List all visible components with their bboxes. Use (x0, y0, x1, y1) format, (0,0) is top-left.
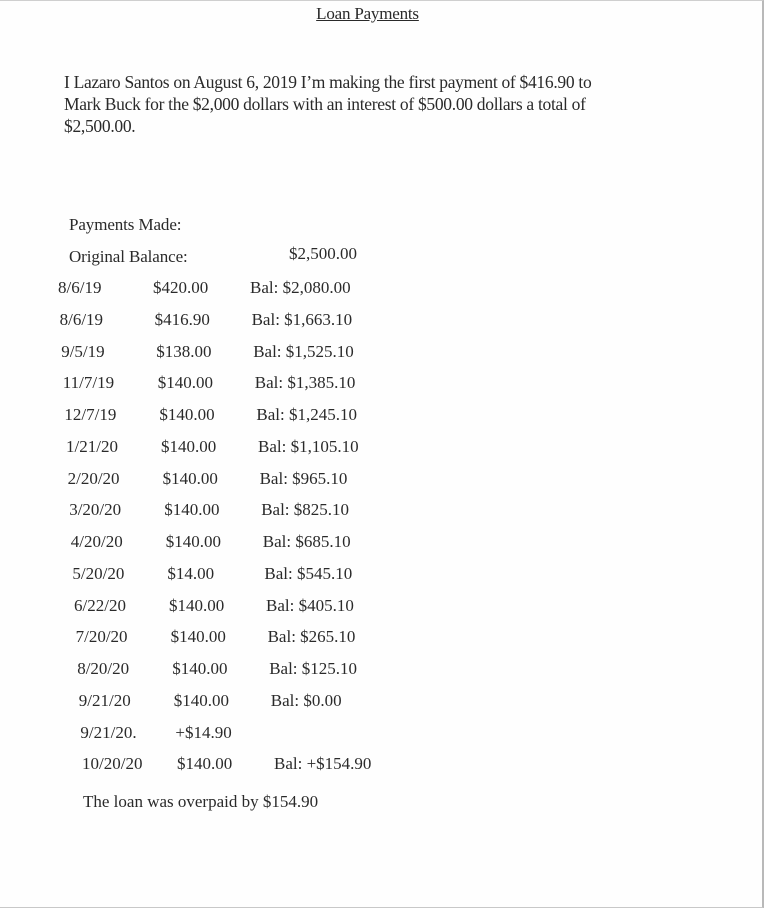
payment-balance: Bal: $1,525.10 (253, 341, 354, 361)
payment-amount: $140.00 (162, 468, 218, 488)
payment-amount: $138.00 (156, 341, 212, 361)
payment-date: 9/21/20 (78, 690, 131, 710)
payment-date: 4/20/20 (70, 532, 123, 551)
payment-date: 2/20/20 (67, 468, 120, 488)
payment-date: 5/20/20 (72, 563, 125, 583)
payment-amount: $140.00 (165, 532, 222, 551)
payment-date: 6/22/20 (74, 595, 126, 615)
payment-amount: $420.00 (153, 278, 209, 297)
original-balance-value: $2,500.00 (289, 244, 357, 263)
payment-balance: Bal: $545.10 (264, 563, 353, 583)
payment-date: 1/21/20 (66, 436, 118, 456)
payment-amount: $140.00 (169, 595, 225, 615)
intro-line: I Lazaro Santos on August 6, 2019 I’m making the first payment of $416.90 to (64, 72, 592, 92)
payment-date: 8/6/19 (58, 278, 102, 297)
payment-date: 7/20/20 (75, 627, 128, 647)
payment-amount: $140.00 (177, 754, 233, 774)
payment-date: 8/20/20 (77, 659, 130, 678)
payment-balance: Bal: $0.00 (270, 690, 342, 710)
payment-balance: Bal: $265.10 (267, 627, 356, 647)
intro-paragraph (64, 71, 664, 137)
payment-balance: Bal: $1,385.10 (254, 373, 356, 393)
payment-balance: Bal: $1,245.10 (256, 405, 357, 424)
payment-date: 3/20/20 (69, 500, 122, 520)
payment-amount: $140.00 (173, 690, 230, 710)
payment-amount: $416.90 (154, 309, 210, 329)
payment-amount: $140.00 (159, 405, 215, 424)
payment-date: 9/5/19 (61, 341, 105, 361)
payment-balance: Bal: $1,663.10 (251, 309, 353, 329)
original-balance-label: Original Balance: (69, 247, 188, 266)
payment-amount: $140.00 (172, 659, 228, 678)
overpaid-note: The loan was overpaid by $154.90 (83, 792, 319, 811)
intro-line: Mark Buck for the $2,000 dollars with an interest of $500.00 dollars a total of (64, 94, 586, 114)
payment-balance: Bal: $405.10 (266, 595, 354, 615)
payment-date: 12/7/19 (64, 405, 117, 424)
payment-balance: Bal: $125.10 (269, 659, 358, 678)
payment-balance: Bal: $965.10 (259, 468, 348, 488)
payment-amount: $140.00 (157, 373, 214, 393)
payment-balance: Bal: $1,105.10 (258, 436, 359, 456)
payment-balance: Bal: $825.10 (261, 500, 350, 520)
payment-amount: $140.00 (161, 436, 217, 456)
payment-date: 10/20/20 (82, 754, 143, 774)
payment-amount: +$14.90 (175, 722, 232, 742)
payment-balance: Bal: +$154.90 (274, 754, 372, 774)
payment-balance: Bal: $2,080.00 (250, 278, 351, 297)
payment-date: 11/7/19 (62, 373, 115, 393)
payment-amount: $140.00 (170, 627, 226, 647)
payment-date: 9/21/20. (80, 722, 137, 742)
document-title: Loan Payments (316, 4, 419, 23)
payment-amount: $14.00 (167, 563, 215, 583)
payments-heading: Payments Made: (69, 215, 182, 234)
payment-balance: Bal: $685.10 (262, 532, 351, 551)
intro-line: $2,500.00. (64, 116, 136, 136)
payment-amount: $140.00 (164, 500, 220, 520)
payment-date: 8/6/19 (59, 309, 104, 329)
